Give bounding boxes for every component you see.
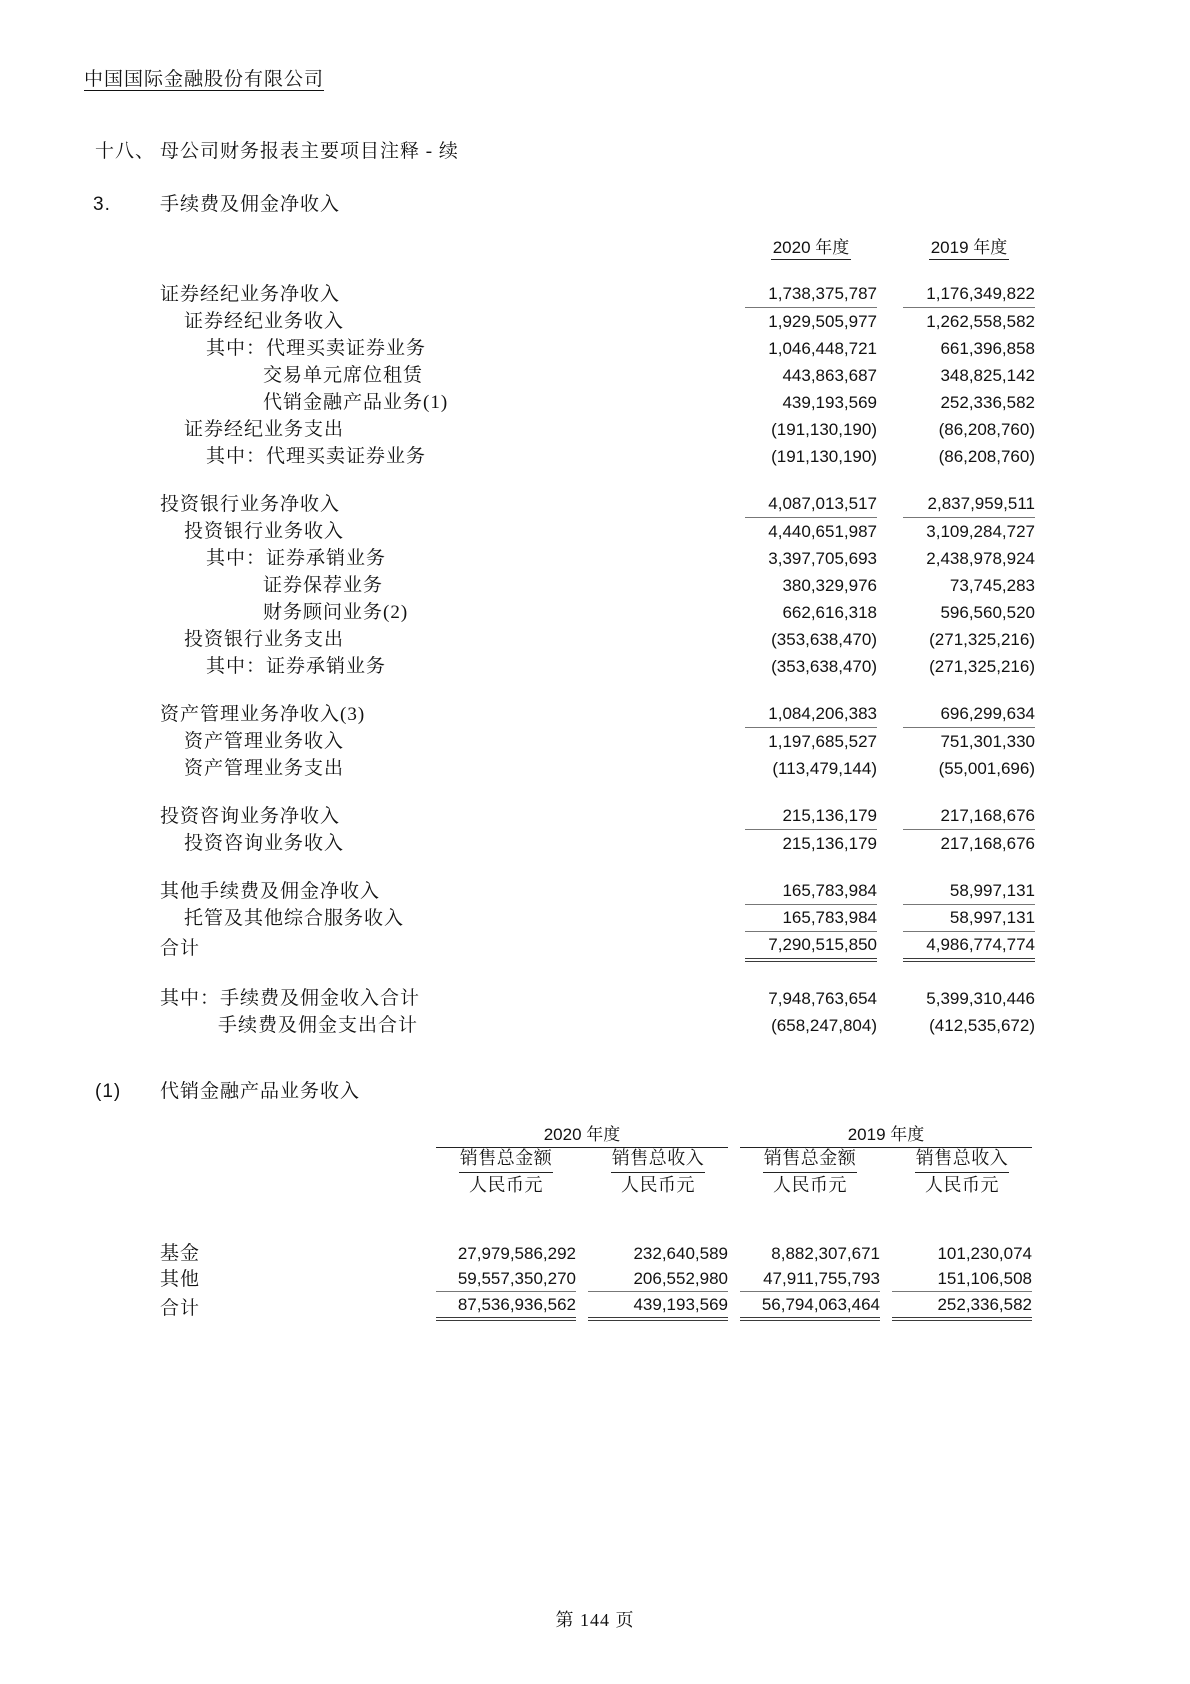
note-number: 3. <box>93 194 111 215</box>
subnote-title: 代销金融产品业务收入 <box>160 1081 361 1102</box>
row-value: 73,745,283 <box>949 576 1035 595</box>
row-value: 443,863,687 <box>782 366 877 385</box>
row-value: 4,986,774,774 <box>903 932 1035 962</box>
row-value: 1,197,685,527 <box>768 732 877 751</box>
row-value: 206,552,980 <box>588 1266 728 1292</box>
fee-table-row <box>160 932 1035 959</box>
fee-table-body <box>160 281 1035 1039</box>
col-header-sales-amount-2020: 销售总金额 <box>436 1146 576 1173</box>
fee-table-row <box>160 443 1035 470</box>
row-label: 其中：代理买卖证券业务 <box>206 446 427 467</box>
row-value: 58,997,131 <box>903 905 1035 932</box>
row-value: 348,825,142 <box>940 366 1035 385</box>
fee-table-row <box>160 545 1035 572</box>
row-value: 696,299,634 <box>903 701 1035 728</box>
unit-label: 人民币元 <box>773 1175 847 1195</box>
row-value: 215,136,179 <box>745 803 877 830</box>
col-header-sales-amount-2019: 销售总金额 <box>740 1146 880 1173</box>
row-label: 其中：代理买卖证券业务 <box>206 338 427 359</box>
group-header-2020: 2020 年度 <box>436 1120 728 1148</box>
row-value: 3,109,284,727 <box>926 522 1035 541</box>
row-value: 751,301,330 <box>940 732 1035 751</box>
row-value: 1,929,505,977 <box>768 312 877 331</box>
row-value: 661,396,858 <box>940 339 1035 358</box>
page-number: 第 144 页 <box>555 1610 635 1630</box>
row-label: 其他 <box>160 1269 201 1290</box>
fee-table-row <box>160 362 1035 389</box>
agency-table-row <box>160 1240 1032 1266</box>
row-value: 7,948,763,654 <box>768 989 877 1008</box>
row-value: 596,560,520 <box>940 603 1035 622</box>
row-label: 证券经纪业务净收入 <box>160 284 341 305</box>
fee-table-row <box>160 1012 1035 1039</box>
fee-table-row <box>160 755 1035 782</box>
row-value: (86,208,760) <box>938 447 1035 466</box>
fee-table-row <box>160 878 1035 905</box>
row-value: 165,783,984 <box>745 905 877 932</box>
row-value: 58,997,131 <box>903 878 1035 905</box>
row-label: 其他手续费及佣金净收入 <box>160 881 381 902</box>
col-header-sales-income-2019: 销售总收入 <box>892 1146 1032 1173</box>
row-value: 217,168,676 <box>903 803 1035 830</box>
row-value: (353,638,470) <box>771 657 877 676</box>
row-value: 87,536,936,562 <box>436 1292 576 1321</box>
fee-table-row <box>160 905 1035 932</box>
row-value: (113,479,144) <box>772 759 877 778</box>
row-value: (86,208,760) <box>938 420 1035 439</box>
row-label: 交易单元席位租赁 <box>263 365 424 386</box>
row-value: 232,640,589 <box>633 1244 728 1263</box>
note-title: 手续费及佣金净收入 <box>160 194 341 215</box>
agency-table-row <box>160 1292 1032 1318</box>
row-value: 1,738,375,787 <box>745 281 877 308</box>
fee-table-row <box>160 728 1035 755</box>
agency-column-headers <box>160 1146 1032 1172</box>
row-label: 证券保荐业务 <box>263 575 384 596</box>
fee-table-row <box>160 653 1035 680</box>
row-label: 投资银行业务支出 <box>184 629 345 650</box>
fee-table-row <box>160 599 1035 626</box>
row-value: 2,837,959,511 <box>903 491 1035 518</box>
unit-label: 人民币元 <box>621 1175 695 1195</box>
row-label: 合计 <box>160 938 201 959</box>
unit-label: 人民币元 <box>469 1175 543 1195</box>
row-label: 证券经纪业务支出 <box>184 419 345 440</box>
fee-table-row <box>160 572 1035 599</box>
fee-table-row <box>160 491 1035 518</box>
fee-table-row <box>160 985 1035 1012</box>
row-value: (55,001,696) <box>938 759 1035 778</box>
note-heading <box>93 189 340 216</box>
fee-table-row <box>160 389 1035 416</box>
col-header-2019: 2019 年度 <box>903 233 1035 260</box>
row-label: 其中：证券承销业务 <box>206 548 387 569</box>
row-label: 基金 <box>160 1243 201 1264</box>
row-value: (191,130,190) <box>771 447 877 466</box>
row-label: 代销金融产品业务(1) <box>263 392 449 413</box>
row-value: 47,911,755,793 <box>740 1266 880 1292</box>
subnote-number: (1) <box>95 1081 122 1102</box>
row-label: 资产管理业务净收入(3) <box>160 704 366 725</box>
row-value: 151,106,508 <box>892 1266 1032 1292</box>
row-label: 其中：手续费及佣金收入合计 <box>160 988 421 1009</box>
row-label: 合计 <box>160 1298 201 1319</box>
fee-table-row <box>160 830 1035 857</box>
row-value: 1,046,448,721 <box>768 339 877 358</box>
row-value: 8,882,307,671 <box>771 1244 880 1263</box>
fee-table-header <box>160 233 1035 260</box>
fee-table-row <box>160 335 1035 362</box>
row-value: (271,325,216) <box>929 630 1035 649</box>
subnote-heading <box>95 1076 360 1103</box>
row-value: 1,084,206,383 <box>745 701 877 728</box>
row-value: 165,783,984 <box>745 878 877 905</box>
row-value: (658,247,804) <box>771 1016 877 1035</box>
row-label: 投资银行业务净收入 <box>160 494 341 515</box>
unit-label: 人民币元 <box>925 1175 999 1195</box>
agency-unit-row <box>160 1172 1032 1198</box>
row-value: 101,230,074 <box>937 1244 1032 1263</box>
section-heading <box>95 136 459 163</box>
fee-table-row <box>160 416 1035 443</box>
row-label: 证券经纪业务收入 <box>184 311 345 332</box>
row-value: 1,176,349,822 <box>903 281 1035 308</box>
row-label: 投资咨询业务净收入 <box>160 806 341 827</box>
row-value: (271,325,216) <box>929 657 1035 676</box>
row-label: 资产管理业务收入 <box>184 731 345 752</box>
row-value: 439,193,569 <box>782 393 877 412</box>
row-value: 7,290,515,850 <box>745 932 877 962</box>
fee-table-row <box>160 281 1035 308</box>
row-label: 投资银行业务收入 <box>184 521 345 542</box>
row-value: 56,794,063,464 <box>740 1292 880 1321</box>
row-value: (191,130,190) <box>771 420 877 439</box>
row-value: (353,638,470) <box>771 630 877 649</box>
row-value: 4,087,013,517 <box>745 491 877 518</box>
row-value: 662,616,318 <box>782 603 877 622</box>
row-label: 投资咨询业务收入 <box>184 833 345 854</box>
agency-table-body <box>160 1240 1032 1318</box>
row-value: 3,397,705,693 <box>768 549 877 568</box>
section-number: 十八、 <box>95 141 156 162</box>
row-label: 手续费及佣金支出合计 <box>218 1015 419 1036</box>
group-header-2019: 2019 年度 <box>740 1120 1032 1148</box>
company-name: 中国国际金融股份有限公司 <box>84 69 325 90</box>
agency-table-row <box>160 1266 1032 1292</box>
fee-table-row <box>160 626 1035 653</box>
fee-commission-table <box>160 233 1035 1039</box>
row-label: 其中：证券承销业务 <box>206 656 387 677</box>
fee-table-row <box>160 518 1035 545</box>
row-value: 59,557,350,270 <box>436 1266 576 1292</box>
fee-table-row <box>160 803 1035 830</box>
fee-table-row <box>160 701 1035 728</box>
agency-sales-table <box>160 1120 1032 1318</box>
row-value: (412,535,672) <box>929 1016 1035 1035</box>
fee-table-row <box>160 308 1035 335</box>
row-value: 439,193,569 <box>588 1292 728 1321</box>
section-title: 母公司财务报表主要项目注释 - 续 <box>160 141 459 162</box>
row-value: 252,336,582 <box>892 1292 1032 1321</box>
row-value: 252,336,582 <box>940 393 1035 412</box>
col-header-sales-income-2020: 销售总收入 <box>588 1146 728 1173</box>
row-value: 215,136,179 <box>782 834 877 853</box>
row-label: 资产管理业务支出 <box>184 758 345 779</box>
row-value: 1,262,558,582 <box>926 312 1035 331</box>
agency-group-header <box>160 1120 1032 1146</box>
row-value: 217,168,676 <box>940 834 1035 853</box>
row-label: 财务顾问业务(2) <box>263 602 409 623</box>
row-value: 4,440,651,987 <box>768 522 877 541</box>
row-value: 27,979,586,292 <box>457 1244 576 1263</box>
row-label: 托管及其他综合服务收入 <box>184 908 405 929</box>
row-value: 2,438,978,924 <box>926 549 1035 568</box>
row-value: 380,329,976 <box>782 576 877 595</box>
row-value: 5,399,310,446 <box>926 989 1035 1008</box>
col-header-2020: 2020 年度 <box>745 233 877 260</box>
